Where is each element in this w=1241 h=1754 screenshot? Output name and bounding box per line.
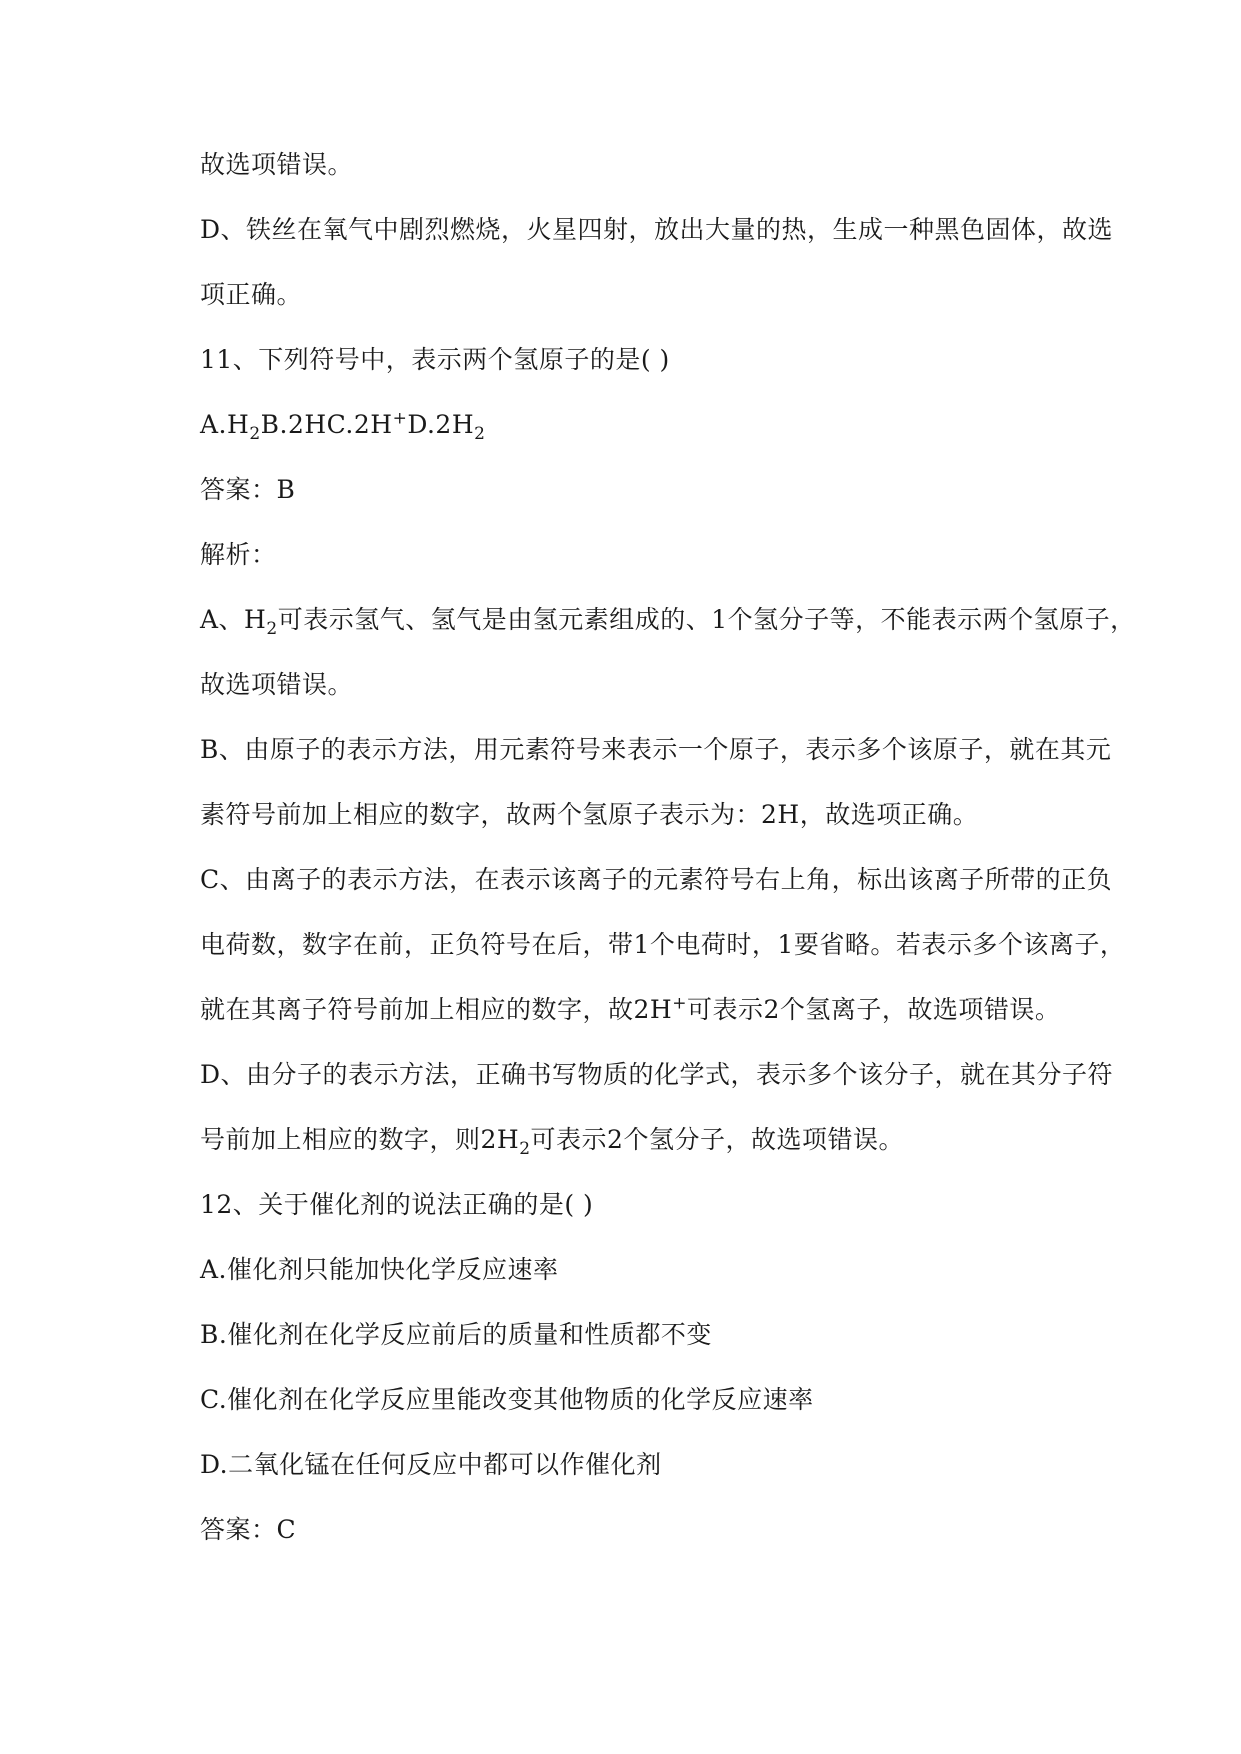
text-line: 就在其离子符号前加上相应的数字，故2H+可表示2个氢离子，故选项错误。: [200, 993, 1061, 1024]
text-line: 素符号前加上相应的数字，故两个氢原子表示为：2H，故选项正确。: [200, 800, 979, 829]
analysis-label: 解析：: [200, 540, 277, 569]
text-line: D、铁丝在氧气中剧烈燃烧，火星四射，放出大量的热，生成一种黑色固体，故选: [200, 215, 1114, 244]
question-12-answer: 答案：C: [200, 1515, 297, 1544]
option-d: D.二氧化锰在任何反应中都可以作催化剂: [200, 1450, 662, 1479]
text-line: 故选项错误。: [200, 670, 354, 699]
question-11-title: 11、下列符号中，表示两个氢原子的是( ): [200, 345, 670, 374]
text-line: A、$H_2$可表示氢气、氢气是由氢元素组成的、1个氢分子等，不能表示两个氢原子，: [200, 605, 1136, 639]
option-c: C.催化剂在化学反应里能改变其他物质的化学反应速率: [200, 1385, 814, 1414]
question-11-options: $A.H_2B.2HC.2H^+D.2H_2$: [200, 408, 486, 444]
text-line: 号前加上相应的数字，则$2H_2$可表示2个氢分子，故选项错误。: [200, 1125, 904, 1159]
text-line: D、由分子的表示方法，正确书写物质的化学式，表示多个该分子，就在其分子符: [200, 1060, 1114, 1089]
question-11-answer: 答案：B: [200, 475, 296, 504]
text-line: 项正确。: [200, 280, 303, 309]
option-a: A.催化剂只能加快化学反应速率: [200, 1255, 559, 1284]
text-line: 电荷数，数字在前，正负符号在后，带1个电荷时，1要省略。若表示多个该离子，: [200, 930, 1126, 959]
text-line: 故选项错误。: [200, 150, 354, 179]
text-line: B、由原子的表示方法，用元素符号来表示一个原子，表示多个该原子，就在其元: [200, 735, 1112, 764]
text-line: C、由离子的表示方法，在表示该离子的元素符号右上角，标出该离子所带的正负: [200, 865, 1113, 894]
option-b: B.催化剂在化学反应前后的质量和性质都不变: [200, 1320, 712, 1349]
question-12-title: 12、关于催化剂的说法正确的是( ): [200, 1190, 594, 1219]
